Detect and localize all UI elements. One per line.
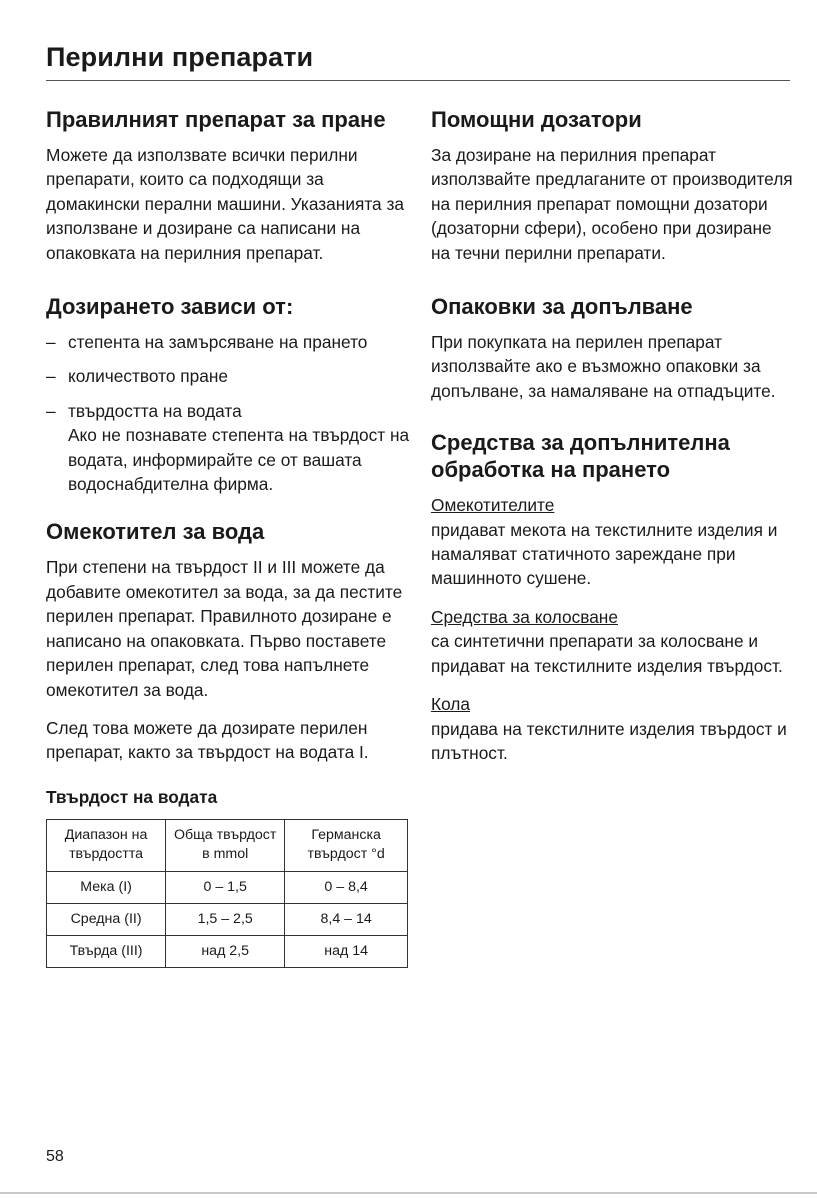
section-text-dosing-aids: За дозиране на перилния препарат използвайте предлаганите от производителя на перилния препарат помощни дозатори (дозаторни сфери), особено при дозиране на течни перилни препарати. [431, 145, 793, 263]
list-item-note: Ако не познавате степента на твърдост на водата, информирайте се от вашата водоснабдителна фирма. [68, 425, 410, 495]
column-header: Диапазон на твърдостта [47, 819, 166, 871]
section-heading-dosing-aids: Помощни дозатори [431, 107, 642, 132]
table-cell: Средна (II) [47, 903, 166, 935]
section-heading-correct-detergent: Правилният препарат за пране [46, 107, 386, 132]
section-heading-dosing-depends: Дозирането зависи от: [46, 294, 294, 320]
table-cell: Мека (I) [47, 871, 166, 903]
aftertreatment-item [431, 692, 793, 765]
bottom-divider [0, 1192, 817, 1194]
water-hardness-table [46, 819, 408, 968]
section-text-correct-detergent: Можете да използвате всички перилни препарати, които са подходящи за домакински перални машини. Указанията за използване и дозиране са написани на опаковката на перилния препарат. [46, 145, 404, 263]
aftertreatment-item [431, 493, 793, 591]
list-item [46, 399, 410, 497]
aftertreatment-item-label: Средства за колосване [431, 606, 618, 627]
section-text-refill-packs: При покупката на перилен препарат използвайте ако е възможно опаковки за допълване, за намаляване на отпадъците. [431, 332, 776, 401]
section-heading-refill-packs: Опаковки за допълване [431, 294, 693, 320]
table-title: Твърдост на водата [46, 786, 218, 807]
table-row [47, 871, 408, 903]
section-text-water-softener-followup: След това можете да дозирате перилен препарат, както за твърдост на водата I. [46, 717, 369, 763]
page-title: Перилни препарати [46, 42, 314, 72]
table-cell: 0 – 8,4 [285, 871, 408, 903]
list-item: – степента на замърсяване на прането [46, 330, 410, 354]
left-column [46, 106, 410, 968]
aftertreatment-item-text: придава на текстилните изделия твърдост и плътност. [431, 718, 787, 763]
right-column [431, 106, 793, 765]
section-heading-aftertreatment: Средства за допълнителна обработка на прането [431, 430, 730, 483]
table-cell: Твърда (III) [47, 935, 166, 967]
section-text-water-softener: При степени на твърдост II и III можете да добавите омекотител за вода, за да пестите перилен препарат. Правилното дозиране е написано на опаковката. Първо поставете перилен препарат, след това напълнете омекотител за вода. [46, 557, 403, 700]
aftertreatment-item-text: са синтетични препарати за колосване и придават на текстилните изделия твърдост. [431, 631, 783, 676]
column-header: Германска твърдост °d [285, 819, 408, 871]
aftertreatment-item-text: придават мекота на текстилните изделия и намаляват статичното зареждане при машинното сушене. [431, 519, 778, 589]
aftertreatment-item-label: Омекотителите [431, 495, 555, 516]
aftertreatment-item [431, 605, 793, 678]
table-row [47, 935, 408, 967]
dosing-factors-list [46, 330, 410, 496]
section-heading-water-softener: Омекотител за вода [46, 519, 265, 545]
table-cell: 1,5 – 2,5 [166, 903, 285, 935]
title-divider [46, 80, 790, 81]
table-cell: над 2,5 [166, 935, 285, 967]
list-item: – количеството пране [46, 364, 410, 388]
table-header-row [47, 819, 408, 871]
list-item-label: твърдостта на водата [68, 400, 242, 421]
table-row [47, 903, 408, 935]
column-header: Обща твърдост в mmol [166, 819, 285, 871]
table-cell: 8,4 – 14 [285, 903, 408, 935]
aftertreatment-item-label: Кола [431, 694, 470, 715]
page-number: 58 [46, 1148, 64, 1165]
table-cell: 0 – 1,5 [166, 871, 285, 903]
table-cell: над 14 [285, 935, 408, 967]
